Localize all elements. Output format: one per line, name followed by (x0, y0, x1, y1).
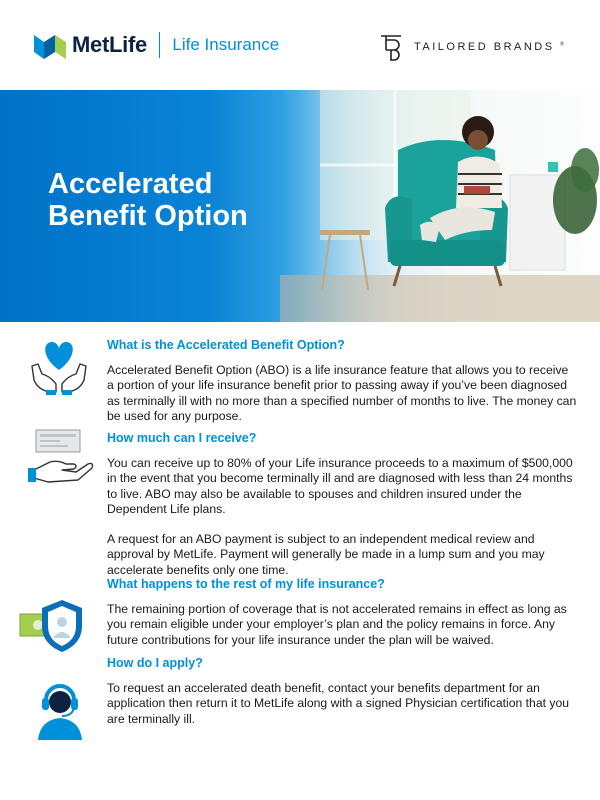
section-heading: What is the Accelerated Benefit Option? (107, 338, 345, 352)
brand-name: MetLife (72, 32, 147, 57)
metlife-logo-icon (34, 31, 66, 59)
page-title (48, 168, 248, 232)
section-paragraph: A request for an ABO payment is subject to an independent medical review and approval by MetLife. Payment will generally be made in a lump sum and you may accelerate benefits only one time. (107, 532, 545, 577)
section-rest-of-insurance (107, 577, 577, 648)
partner-logo[interactable] (380, 33, 564, 61)
partner-name: TAILORED BRANDS ® (414, 41, 564, 53)
header (0, 0, 600, 90)
title-line-1: Accelerated (48, 168, 213, 200)
shield-money-icon (18, 598, 88, 654)
headset-agent-icon (32, 678, 88, 740)
hands-heart-icon (28, 340, 90, 396)
section-paragraph: To request an accelerated death benefit, contact your benefits department for an application then return it to MetLife along with a signed Physician certification that you are terminally ill. (107, 681, 570, 726)
metlife-logo[interactable] (34, 31, 279, 59)
woman-reading-in-armchair-photo (280, 90, 600, 322)
tailored-brands-logo-icon (380, 33, 402, 61)
title-line-2: Benefit Option (48, 200, 248, 232)
section-paragraph: You can receive up to 80% of your Life insurance proceeds to a maximum of $500,000 in the event that you become terminally ill and are diagnosed with less than 24 months to live. ABO may also be available to spouses and children insured under the Dependent Life plans. (107, 456, 573, 516)
section-heading: How do I apply? (107, 656, 203, 670)
hero-banner (0, 90, 600, 322)
section-paragraph: The remaining portion of coverage that is not accelerated remains in effect as long as you remain eligible under your employer’s plan and the policy remains in force. Any future contributions for your life insurance under the plan will be waived. (107, 602, 567, 647)
product-name: Life Insurance (172, 35, 280, 54)
hand-check-icon (28, 428, 98, 484)
section-how-to-apply (107, 656, 577, 727)
section-heading: What happens to the rest of my life insurance? (107, 577, 385, 591)
section-heading: How much can I receive? (107, 431, 257, 445)
section-paragraph: Accelerated Benefit Option (ABO) is a life insurance feature that allows you to receive a portion of your life insurance benefit prior to passing away if you’ve been diagnosed as terminally ill with no more than a specified number of months to live. The money can be used for any purpose. (107, 363, 577, 423)
section-what-is-abo (107, 338, 577, 424)
section-how-much (107, 431, 577, 578)
brand-divider (159, 32, 161, 58)
